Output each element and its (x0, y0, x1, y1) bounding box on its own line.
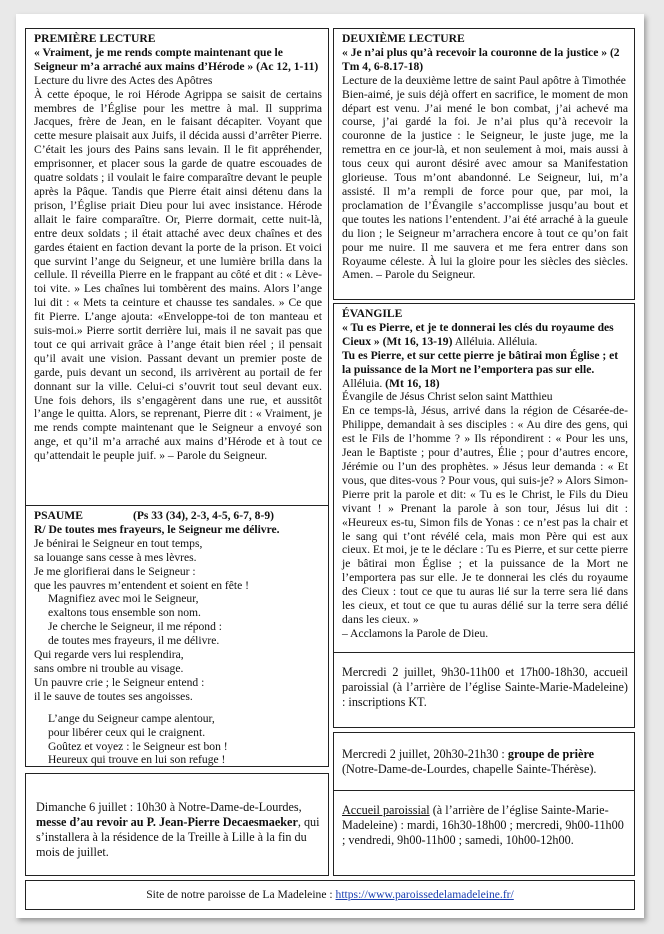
sunday-notice-lead: Dimanche 6 juillet : 10h30 à Notre-Dame-de-Lourdes, (36, 800, 302, 814)
psalm-line: Magnifiez avec moi le Seigneur, (48, 592, 199, 606)
gospel-heading: ÉVANGILE (342, 307, 403, 320)
gospel-acclamation-ref: (Mt 16, 18) (385, 376, 440, 390)
kt-notice-box (333, 652, 635, 728)
psalm-refrain: R/ De toutes mes frayeurs, le Seigneur me délivre. (34, 522, 280, 536)
sunday-notice-rest: , qui s’installera à la résidence de la Treille à Lille à la fin du mois de juillet. (36, 815, 320, 859)
gospel-box (333, 303, 635, 659)
second-reading-title: « Je n’ai plus qu’à recevoir la couronne de la justice » (2 Tm 4, 6-8.17-18) (342, 45, 620, 73)
gospel-acclamation: Tu es Pierre, et sur cette pierre je bâtirai mon Église ; et la puissance de la Mort ne l’emportera pas sur elle. (342, 348, 619, 376)
prayer-notice-rest: (Notre-Dame-de-Lourdes, chapelle Sainte-Thérèse). (342, 762, 597, 776)
gospel-source: Évangile de Jésus Christ selon saint Matthieu (342, 390, 553, 404)
psalm-line: Qui regarde vers lui resplendira, (34, 648, 184, 662)
prayer-notice-bold: groupe de prière (507, 747, 595, 761)
first-reading-title: « Vraiment, je me rends compte maintenant que le Seigneur m’a arraché aux mains d’Hérode » (Ac 12, 1-11) (34, 45, 319, 73)
second-reading-text: Bien-aimé, je suis déjà offert en sacrifice, le moment de mon départ est venu. J’ai mené le bon combat, j’ai achevé ma course, j’ai gardé la foi. Je n’ai plus qu’à recevoir la couronne de la justice : le Seigneur, le juste juge, me la remettra en ce jour-là, et non seulement à moi, mais aussi à tous ceux qui auront désiré avec amour sa Manifestation glorieuse. Tous m’ont abandonné. Le Seigneur, lui, m’a assisté. Il m’a rempli de force pour que, par moi, la proclamation de l’Évangile s’accomplisse jusqu’au bout et que toutes les nations l’entendent. J’ai été arraché à la gueule du lion ; le Seigneur m’arrachera encore à tout ce qu’on fait pour me nuire. Il me sauvera et me fera entrer dans son Royaume céleste. À lui la gloire pour les siècles des siècles. Amen. – Parole du Seigneur. (342, 87, 628, 282)
psalm-line: il le sauve de toutes ses angoisses. (34, 689, 193, 703)
gospel-alleluia-2: Alléluia. (342, 376, 386, 390)
psalm-line: exaltons tous ensemble son nom. (48, 606, 201, 620)
psalm-line: Un pauvre crie ; le Seigneur entend : (34, 675, 205, 689)
psalm-line: sans ombre ni trouble au visage. (34, 661, 184, 675)
prayer-notice-box (333, 732, 635, 796)
gospel-title: « Tu es Pierre, et je te donnerai les clés du royaume des Cieux » (Mt 16, 13-19) (342, 320, 614, 348)
sunday-notice-bold: messe d’au revoir au P. Jean-Pierre Decaesmaeker (36, 815, 298, 829)
psalm-stanza-2 (34, 592, 322, 648)
psalm-stanza-4 (34, 712, 322, 768)
psalm-line: Je me glorifierai dans le Seigneur : (34, 564, 196, 578)
psalm-line: que les pauvres m’entendent et soient en fête ! (34, 578, 250, 592)
sunday-notice-box (25, 773, 329, 876)
second-reading-source: Lecture de la deuxième lettre de saint Paul apôtre à Timothée (342, 73, 626, 87)
welcome-notice-rest: (à l’arrière de l’église Sainte-Marie-Madeleine) : mardi, 16h30-18h00 ; mercredi, 9h00-11h00 ; vendredi, 9h00-11h00 ; samedi, 10h00-12h00. (342, 803, 624, 847)
psalm-line: Je bénirai le Seigneur en tout temps, (34, 536, 203, 550)
psalm-line: Heureux qui trouve en lui son refuge ! (48, 753, 226, 767)
parish-website-link[interactable]: https://www.paroissedelamadeleine.fr/ (335, 888, 514, 901)
footer-box (25, 880, 635, 910)
psalm-line: sa louange sans cesse à mes lèvres. (34, 550, 197, 564)
prayer-notice-lead: Mercredi 2 juillet, 20h30-21h30 : (342, 747, 508, 761)
bulletin-page (16, 14, 644, 918)
psalm-heading: PSAUME (34, 509, 83, 522)
gospel-closing: – Acclamons la Parole de Dieu. (342, 626, 489, 640)
psalm-line: L’ange du Seigneur campe alentour, (48, 711, 215, 725)
welcome-notice-box (333, 790, 635, 876)
psalm-line: pour libérer ceux qui le craignent. (48, 725, 206, 739)
psalm-reference: (Ps 33 (34), 2-3, 4-5, 6-7, 8-9) (132, 509, 274, 522)
second-reading-heading: DEUXIÈME LECTURE (342, 32, 465, 45)
kt-notice-text: Mercredi 2 juillet, 9h30-11h00 et 17h00-18h30, accueil paroissial (à l’arrière de l’église Sainte-Marie-Madeleine) : inscriptions KT. (342, 665, 628, 709)
second-reading-box (333, 28, 635, 300)
psalm-line: Je cherche le Seigneur, il me répond : (48, 620, 223, 634)
welcome-notice-label: Accueil paroissial (342, 803, 430, 817)
psalm-stanza-1 (34, 537, 322, 593)
first-reading-text: À cette époque, le roi Hérode Agrippa se saisit de certains membres de l’Église pour les mettre à mal. Il supprima Jacques, frère de Jean, en le faisant décapiter. Voyant que cette mesure plaisait aux Juifs, il décida aussi d’arrêter Pierre. C’était les jours des Pains sans levain. Il le fit appréhender, emprisonner, et placer sous la garde de quatre escouades de quatre soldats ; il voulait le faire comparaître devant le peuple après la Pâque. Tandis que Pierre était ainsi détenu dans la prison, l’Église priait Dieu pour lui avec insistance. Hérode allait le faire comparaître. Or, Pierre dormait, cette nuit-là, entre deux soldats ; il était attaché avec deux chaînes et des gardes étaient en faction devant la porte de la prison. Et voici que survint l’ange du Seigneur, et une lumière brilla dans la cellule. Il réveilla Pierre en le frappant au côté et dit : « Lève-toi vite. » Les chaînes lui tombèrent des mains. Alors l’ange lui dit : « Mets ta ceinture et chausse tes sandales. » Ce que fit Pierre. L’ange ajouta: «Enveloppe-toi de ton manteau et suis-moi.» Pierre sortit derrière lui, mais il ne savait pas que tout ce qui arrivait grâce à l’ange était bien réel ; il pensait qu’il avait une vision. Passant devant un premier poste de garde, puis devant un second, ils arrivèrent au portail de fer donnant sur la ville. Celui-ci s’ouvrit tout seul devant eux. Une fois dehors, ils s’engagèrent dans une rue, et aussitôt l’ange le quitta. Alors, se reprenant, Pierre dit : « Vraiment, je me rends compte maintenant que le Seigneur a envoyé son ange, et qu’il m’a arraché aux mains d’Hérode et à tout ce qu’attendait le peuple juif. » – Parole du Seigneur. (34, 87, 322, 463)
first-reading-heading: PREMIÈRE LECTURE (34, 32, 156, 45)
psalm-stanza-3 (34, 648, 322, 704)
footer-lead: Site de notre paroisse de La Madeleine : (146, 888, 336, 901)
psalm-line: de toutes mes frayeurs, il me délivre. (48, 634, 220, 648)
psalm-box (25, 505, 329, 767)
psalm-line: Goûtez et voyez : le Seigneur est bon ! (48, 739, 228, 753)
first-reading-source: Lecture du livre des Actes des Apôtres (34, 73, 213, 87)
gospel-text: En ce temps-là, Jésus, arrivé dans la région de Césarée-de-Philippe, demandait à ses disciples : « Au dire des gens, qui est le Fils de l’homme ? » Ils répondirent : « Pour les uns, Jean le Baptiste ; pour d’autres, Élie ; pour d’autres encore, Jérémie ou l’un des prophètes. » Jésus leur demanda : « Et vous, que dites-vous ? Pour vous, qui suis-je? » Alors Simon-Pierre prit la parole et dit: « Tu es le Christ, le Fils du Dieu vivant ! » Prenant la parole à son tour, Jésus lui dit : «Heureux es-tu, Simon fils de Yonas : ce n’est pas la chair et le sang qui t’ont révélé cela, mais mon Père qui est aux cieux. Et moi, je te le déclare : Tu es Pierre, et sur cette pierre je bâtirai mon Église ; et la puissance de la Mort ne l’emportera pas sur elle. Je te donnerai les clés du royaume des Cieux : tout ce que tu auras lié sur la terre sera lié dans les cieux, et tout ce que tu auras délié sur la terre sera délié dans les cieux. » (342, 404, 628, 626)
first-reading-box (25, 28, 329, 508)
gospel-alleluia: Alléluia. Alléluia. (452, 334, 538, 348)
